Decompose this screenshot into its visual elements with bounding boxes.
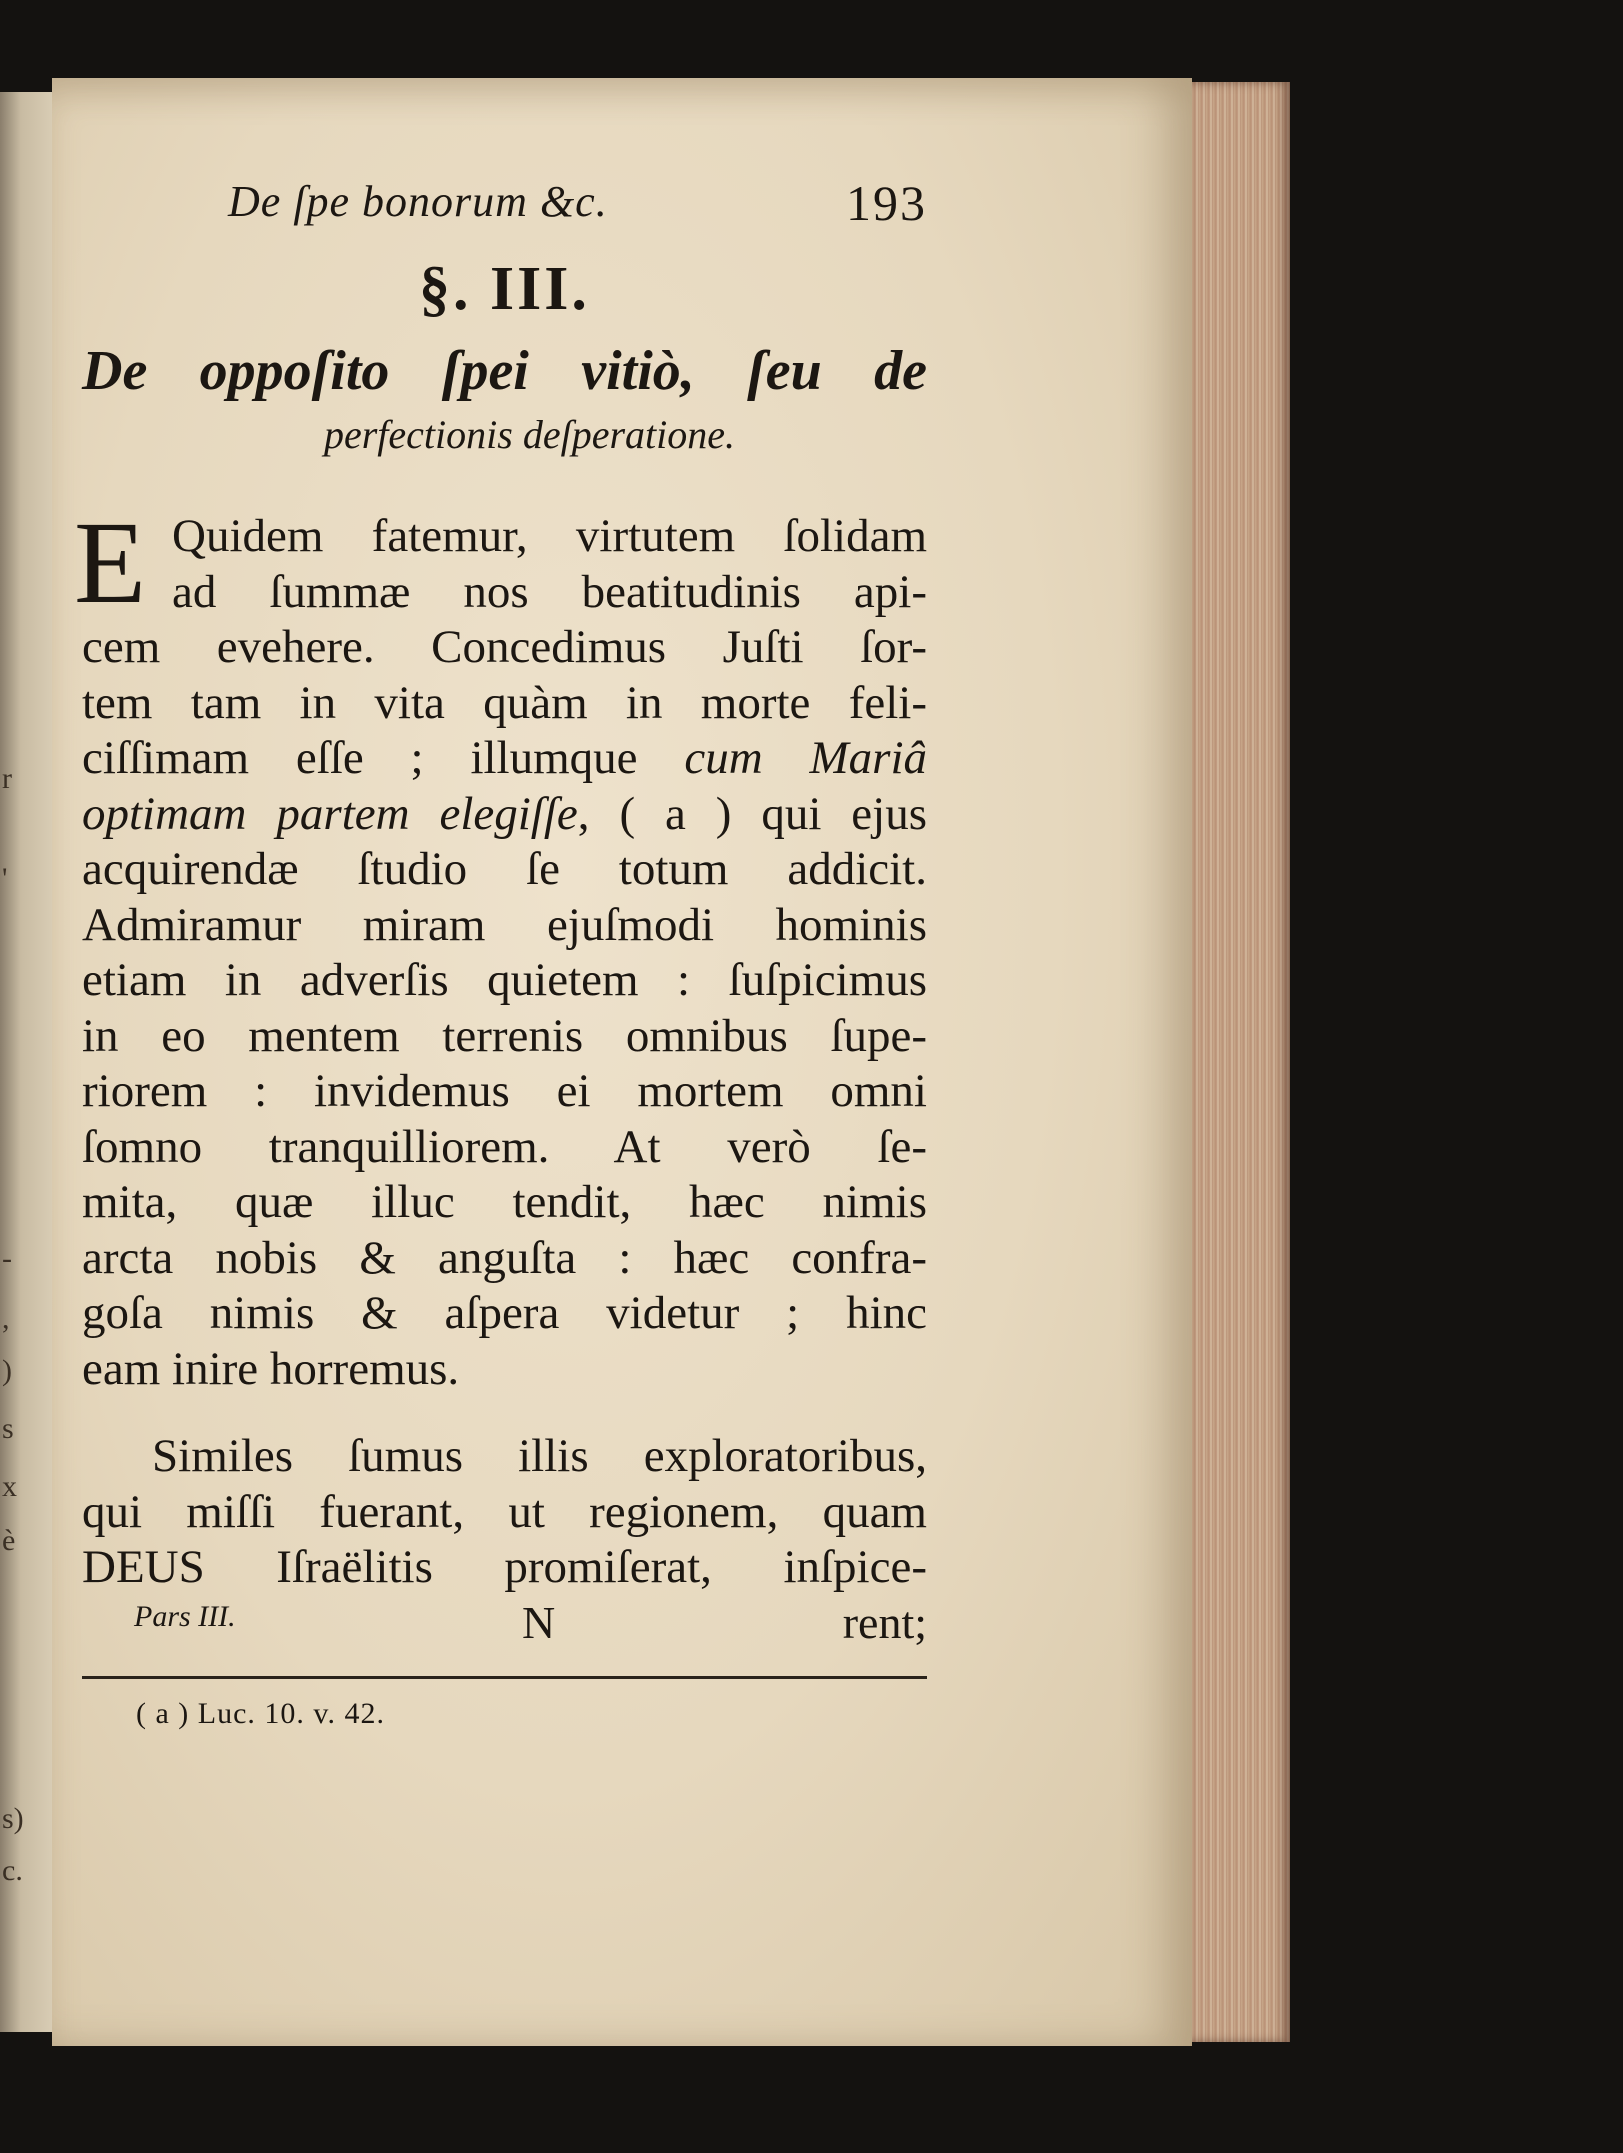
text-line: qui miſſi fuerant, ut regionem, quam (82, 1485, 927, 1538)
footnote-rule (82, 1676, 927, 1679)
text-line: Similes ſumus illis exploratoribus, (152, 1430, 927, 1482)
facing-page-fragment: c. (2, 1854, 23, 1887)
footnote: ( a ) Luc. 10. v. 42. (136, 1696, 385, 1730)
text-line: tem tam in vita quàm in morte feli- (82, 676, 927, 729)
text-line: goſa nimis & aſpera videtur ; hinc (82, 1287, 927, 1339)
facing-page-fragment: r (2, 762, 12, 795)
text-line: Quidem fatemur, virtutem ſolidam (172, 510, 927, 562)
paragraph-1 (74, 497, 928, 1397)
text-line (82, 787, 927, 843)
section-heading: §. III. (419, 255, 590, 323)
sheet-letter: N (522, 1596, 556, 1648)
facing-page-fragment: ' (2, 862, 8, 895)
facing-page-fragment: è (2, 1524, 16, 1557)
text-line: Admiramur miram ejuſmodi hominis (82, 898, 927, 951)
signature-mark: Pars III. (134, 1599, 236, 1633)
text-line: ſomno tranquilliorem. At verò ſe- (82, 1120, 927, 1173)
italic-phrase: optimam partem elegiſſe (82, 787, 578, 840)
facing-page-fragment: s (2, 1412, 14, 1445)
catchword: rent; (842, 1596, 927, 1648)
facing-page-fragment: x (2, 1470, 17, 1503)
italic-phrase: cum Mariâ (684, 732, 928, 784)
signature-line (82, 1596, 927, 1648)
facing-page-fragment: s) (2, 1802, 24, 1835)
text-line: mita, quæ illuc tendit, hæc nimis (82, 1176, 927, 1228)
text-segment: ciſſimam eſſe ; illumque (82, 732, 638, 784)
paragraph-2 (82, 1429, 927, 1596)
facing-page-fragment: - (2, 1242, 12, 1275)
drop-cap-initial: E (74, 497, 147, 628)
text-line: DEUS Iſraëlitis promiſerat, inſpice- (82, 1541, 927, 1593)
page-number: 193 (846, 175, 927, 231)
text-line: in eo mentem terrenis omnibus ſupe- (82, 1009, 927, 1062)
section-subtitle: perfectionis deſperatione. (323, 412, 735, 457)
text-line: cem evehere. Concedimus Juſti ſor- (82, 621, 927, 673)
text-line: ad ſummæ nos beatitudinis api- (172, 565, 927, 618)
page-text-block (74, 160, 928, 1731)
section-title: De oppoſito ſpei vitiò, ſeu de (82, 340, 927, 402)
running-head (82, 160, 927, 240)
text-line: acquirendæ ſtudio ſe totum addicit. (82, 843, 927, 895)
running-title: De ſpe bonorum &c. (228, 177, 608, 226)
facing-page-edge (0, 92, 53, 2032)
facing-page-fragment: ) (2, 1354, 12, 1387)
text-line: eam inire horremus. (82, 1342, 460, 1395)
facing-page-fragment: , (2, 1302, 10, 1335)
text-line: arcta nobis & anguſta : hæc confra- (82, 1231, 927, 1284)
text-segment: , ( a ) qui ejus (577, 787, 927, 840)
text-line: etiam in adverſis quietem : ſuſpicimus (82, 954, 927, 1006)
text-line (82, 731, 927, 787)
page-edges (1192, 82, 1290, 2042)
text-line: riorem : invidemus ei mortem omni (82, 1065, 927, 1117)
